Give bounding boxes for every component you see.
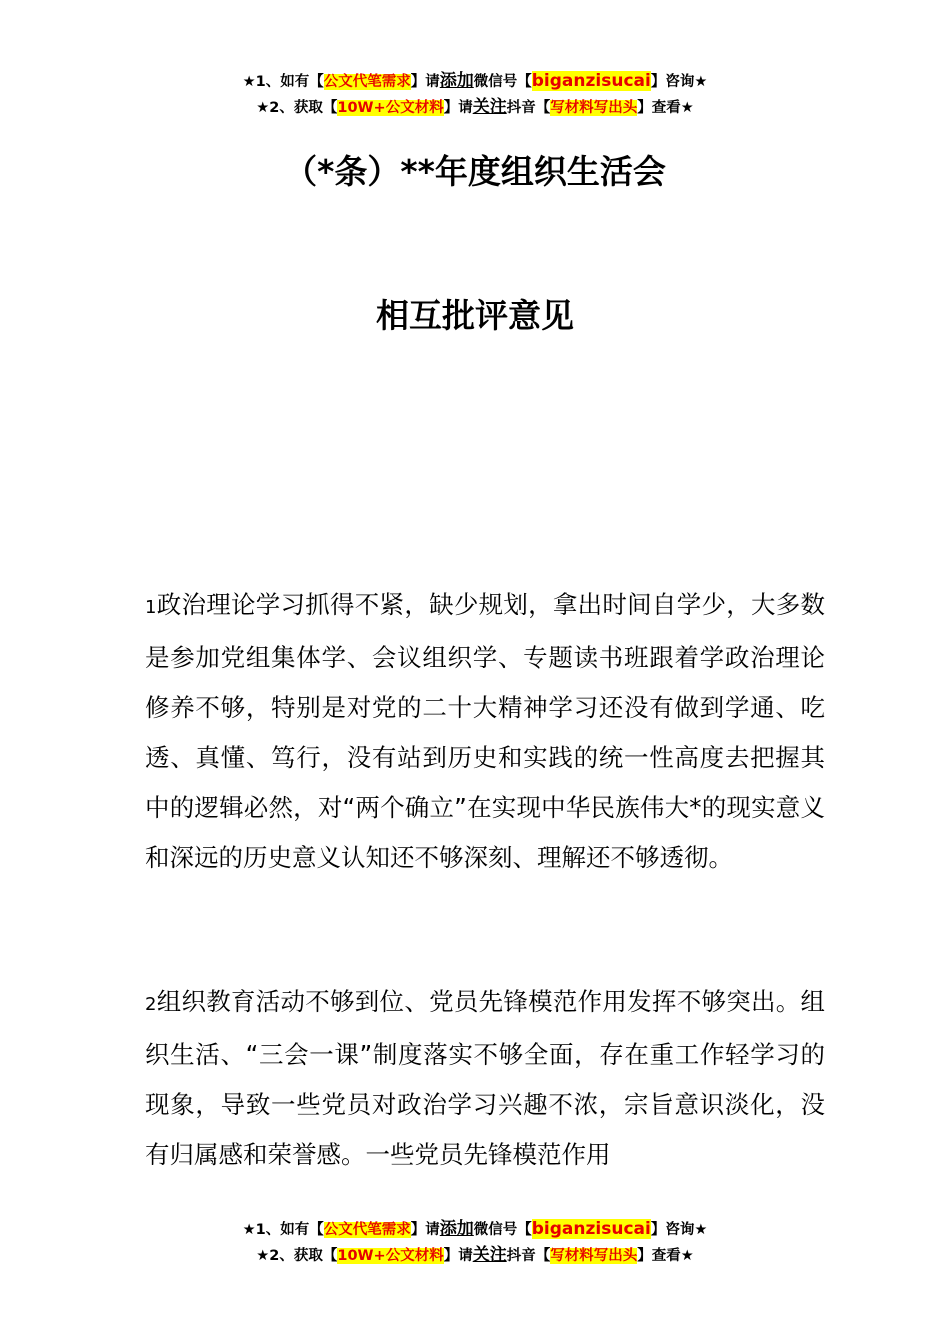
document-title: （*条）**年度组织生活会 <box>284 152 666 191</box>
banner-text: ★2、获取【 <box>256 100 338 116</box>
banner-highlight: 10W+公文材料 <box>337 1248 444 1264</box>
banner-highlight: 写材料写出头 <box>550 1248 638 1264</box>
banner-text: ★1、如有【 <box>242 1222 324 1238</box>
banner-highlight: biganzisucai <box>531 71 651 91</box>
top-banner <box>0 68 950 120</box>
banner-line-1 <box>0 68 950 94</box>
banner-highlight: 写材料写出头 <box>550 100 638 116</box>
paragraph-2 <box>145 977 825 1180</box>
banner-line-2 <box>0 1242 950 1268</box>
banner-text: ★2、获取【 <box>256 1248 338 1264</box>
paragraph-number: 2 <box>145 994 157 1015</box>
bottom-banner <box>0 1216 950 1268</box>
banner-text: 抖音【 <box>506 1248 551 1264</box>
banner-highlight: biganzisucai <box>531 1219 651 1239</box>
banner-text: 抖音【 <box>506 100 551 116</box>
banner-highlight: 公文代笔需求 <box>323 1222 411 1238</box>
paragraph-1 <box>145 580 825 883</box>
banner-underlined-text: 添加 <box>439 1219 474 1239</box>
banner-text: 】查看★ <box>637 100 694 116</box>
banner-text: 】请 <box>443 1248 473 1264</box>
banner-highlight: 10W+公文材料 <box>337 100 444 116</box>
banner-underlined-text: 关注 <box>472 1245 507 1265</box>
banner-text: 】咨询★ <box>650 74 708 90</box>
banner-line-2 <box>0 94 950 120</box>
banner-text: 】请 <box>410 74 440 90</box>
paragraph-number: 1 <box>145 597 157 618</box>
banner-line-1 <box>0 1216 950 1242</box>
banner-text: 微信号【 <box>473 1222 532 1238</box>
banner-highlight: 公文代笔需求 <box>323 74 411 90</box>
banner-underlined-text: 添加 <box>439 71 474 91</box>
banner-text: 】请 <box>410 1222 440 1238</box>
banner-text: 】咨询★ <box>650 1222 708 1238</box>
paragraph-text: 组织教育活动不够到位、党员先锋模范作用发挥不够突出。组织生活、“三会一课”制度落实不够全面，存在重工作轻学习的现象，导致一些党员对政治学习兴趣不浓，宗旨意识淡化，没有归属感和荣誉感。一些党员先锋模范作用 <box>145 987 825 1169</box>
paragraph-text: 政治理论学习抓得不紧，缺少规划，拿出时间自学少，大多数是参加党组集体学、会议组织学、专题读书班跟着学政治理论修养不够，特别是对党的二十大精神学习还没有做到学通、吃透、真懂、笃行，没有站到历史和实践的统一性高度去把握其中的逻辑必然，对“两个确立”在实现中华民族伟大*的现实意义和深远的历史意义认知还不够深刻、理解还不够透彻。 <box>145 590 825 872</box>
banner-text: 微信号【 <box>473 74 532 90</box>
banner-underlined-text: 关注 <box>472 97 507 117</box>
document-subtitle: 相互批评意见 <box>376 296 574 335</box>
banner-text: ★1、如有【 <box>242 74 324 90</box>
banner-text: 】请 <box>443 100 473 116</box>
banner-text: 】查看★ <box>637 1248 694 1264</box>
